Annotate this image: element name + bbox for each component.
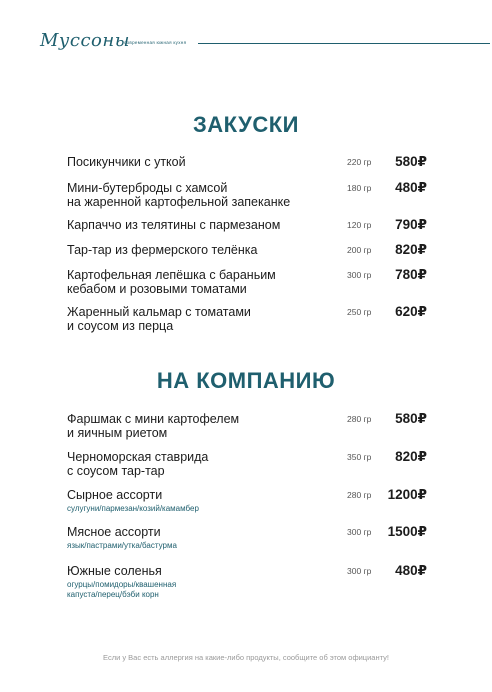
item-price: 1200₽	[387, 487, 427, 502]
item-price: 580₽	[395, 154, 427, 169]
item-price: 480₽	[395, 563, 427, 578]
item-weight: 300 гр	[347, 270, 372, 280]
menu-item	[67, 450, 427, 478]
item-price: 620₽	[395, 304, 427, 319]
menu-item	[67, 155, 427, 169]
menu-item	[67, 305, 427, 333]
item-weight: 120 гр	[347, 220, 372, 230]
menu-item	[67, 488, 427, 514]
item-price: 820₽	[395, 242, 427, 257]
item-weight: 350 гр	[347, 452, 372, 462]
header	[40, 30, 452, 54]
item-name: Карпаччо из телятины с пармезаном	[67, 218, 281, 232]
item-description: огурцы/помидоры/квашенная капуста/перец/бэби корн	[67, 580, 177, 599]
section-title-na-kompaniyu: НА КОМПАНИЮ	[156, 368, 336, 393]
item-name: Южные соленья	[67, 564, 162, 578]
item-name: Фаршмак с мини картофелем и яичным риетом	[67, 412, 240, 440]
item-name: Картофельная лепёшка с бараньим кебабом и розовыми томатами	[67, 268, 276, 296]
item-name: Жаренный кальмар с томатами и соусом из перца	[67, 305, 251, 333]
item-name: Сырное ассорти	[67, 488, 163, 502]
menu-item	[67, 564, 427, 600]
item-weight: 280 гр	[347, 490, 372, 500]
item-name: Черноморская ставрида с соусом тар-тар	[67, 450, 209, 478]
item-weight: 180 гр	[347, 183, 372, 193]
item-weight: 300 гр	[347, 566, 372, 576]
brand-tagline: современная южная кухня	[124, 40, 187, 45]
item-price: 480₽	[395, 180, 427, 195]
item-name: Посикунчики с уткой	[67, 155, 186, 169]
menu-item	[67, 218, 427, 232]
brand-logo: Муссоны	[40, 30, 130, 51]
item-price: 1500₽	[387, 524, 427, 539]
menu-item	[67, 412, 427, 440]
item-name: Тар-тар из фермерского телёнка	[67, 243, 258, 257]
menu-item	[67, 525, 427, 551]
item-name: Мясное ассорти	[67, 525, 161, 539]
item-weight: 220 гр	[347, 157, 372, 167]
item-weight: 200 гр	[347, 245, 372, 255]
item-price: 580₽	[395, 411, 427, 426]
item-price: 790₽	[395, 217, 427, 232]
item-name: Мини-бутерброды с хамсой на жаренной картофельной запеканке	[67, 181, 291, 209]
item-weight: 250 гр	[347, 307, 372, 317]
item-weight: 300 гр	[347, 527, 372, 537]
header-divider	[198, 43, 490, 44]
item-price: 820₽	[395, 449, 427, 464]
item-description: язык/пастрами/утка/бастурма	[67, 541, 177, 550]
item-price: 780₽	[395, 267, 427, 282]
allergy-notice: Если у Вас есть аллергия на какие-либо продукты, сообщите об этом официанту!	[103, 653, 389, 662]
item-weight: 280 гр	[347, 414, 372, 424]
item-description: сулугуни/пармезан/козий/камамбер	[67, 504, 199, 513]
section-title-zakuski: ЗАКУСКИ	[193, 112, 299, 137]
menu-item	[67, 181, 427, 209]
menu-item	[67, 268, 427, 296]
menu-item	[67, 243, 427, 257]
